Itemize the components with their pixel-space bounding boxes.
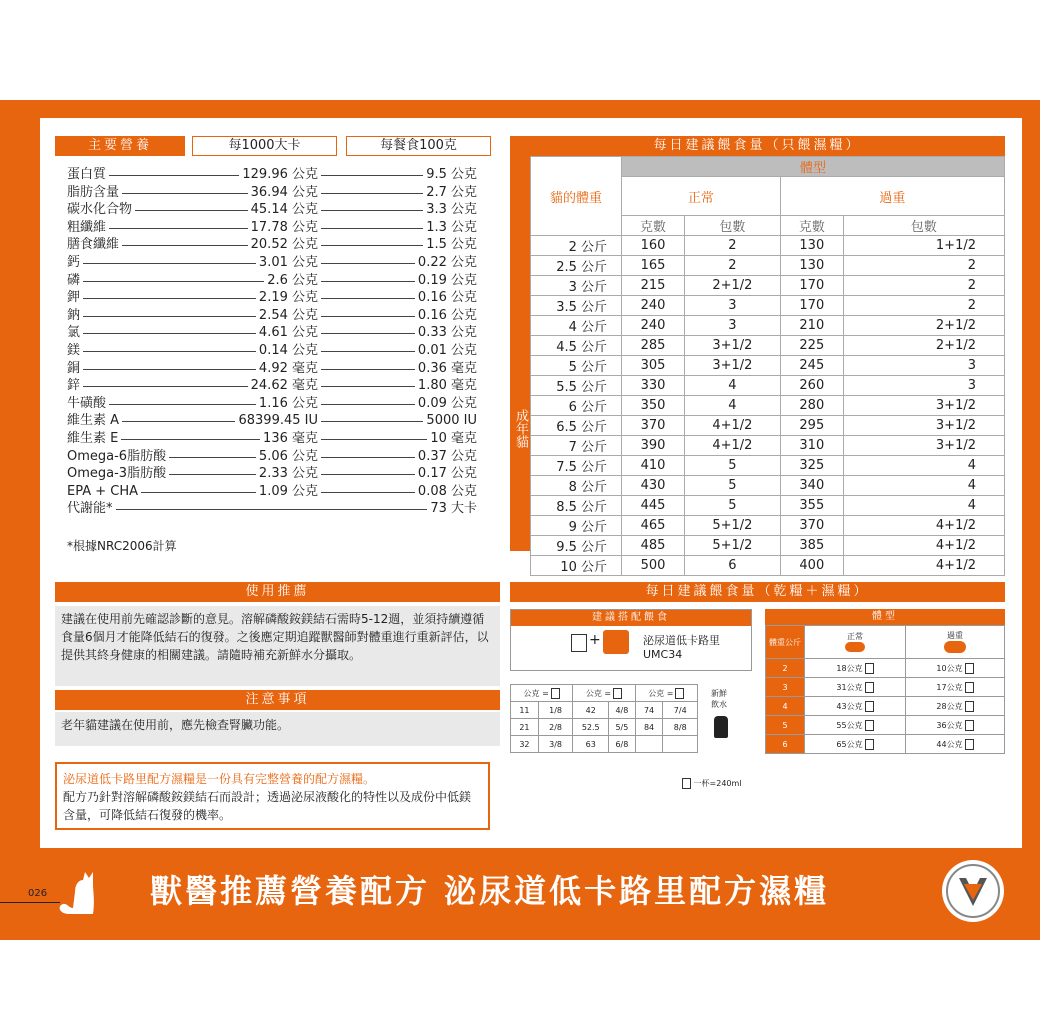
description-box <box>55 762 490 830</box>
cat-weight: 9.5 公斤 <box>531 536 622 556</box>
nutrient-value-per-100g: 0.22 公克 <box>415 254 477 271</box>
measure-cell: 4/8 <box>609 702 635 719</box>
feeding-row <box>531 256 1005 276</box>
nutrient-name: 氯 <box>67 324 83 341</box>
over-grams: 245 <box>780 356 843 376</box>
cat-weight: 4.5 公斤 <box>531 336 622 356</box>
normal-packs: 3 <box>685 316 781 336</box>
combo-code: UMC34 <box>643 648 683 661</box>
nutrient-value-per-100g: 1.80 毫克 <box>415 377 477 394</box>
over-packs: 2+1/2 <box>843 316 1004 336</box>
measure-header-2: 公克 = <box>573 685 635 702</box>
nutrient-value-per-100g: 0.16 公克 <box>415 289 477 306</box>
measure-cell: 7/4 <box>663 702 698 719</box>
feeding-row <box>531 476 1005 496</box>
nutrition-footnote: *根據NRC2006計算 <box>67 539 177 553</box>
weight-table <box>765 625 1005 754</box>
nutrient-name: 鉀 <box>67 289 83 306</box>
nutrient-value-per-1000kcal: 24.62 毫克 <box>248 377 321 394</box>
description-line1: 泌尿道低卡路里配方濕糧是一份具有完整營養的配方濕糧。 <box>63 772 376 786</box>
weight-kg: 5 <box>766 716 805 735</box>
nutrient-value-per-1000kcal: 1.16 公克 <box>256 395 321 412</box>
cat-weight: 8.5 公斤 <box>531 496 622 516</box>
over-grams: 325 <box>780 456 843 476</box>
nutrient-name: Omega-6脂肪酸 <box>67 448 169 465</box>
cat-weight: 6 公斤 <box>531 396 622 416</box>
nutrition-row <box>67 500 477 517</box>
over-header: 過重 <box>780 177 1004 216</box>
cat-weight: 6.5 公斤 <box>531 416 622 436</box>
nutrient-name: 粗纖維 <box>67 219 109 236</box>
nutrient-value-per-1000kcal: 129.96 公克 <box>239 166 321 183</box>
normal-grams: 165 <box>622 256 685 276</box>
cup-icon <box>613 688 622 699</box>
nutrient-name: 鎂 <box>67 342 83 359</box>
over-packs: 1+1/2 <box>843 236 1004 256</box>
over-packs: 3 <box>843 356 1004 376</box>
nutrient-name: 磷 <box>67 272 83 289</box>
measure-cell <box>635 736 663 753</box>
nutrition-row <box>67 395 477 412</box>
cat-silhouette-icon <box>55 870 101 916</box>
cat-weight: 7 公斤 <box>531 436 622 456</box>
nutrient-name: 維生素 E <box>67 430 121 447</box>
normal-packs: 5 <box>685 496 781 516</box>
over-packs: 3+1/2 <box>843 436 1004 456</box>
normal-packs: 2+1/2 <box>685 276 781 296</box>
cup-icon <box>865 701 874 712</box>
normal-packs: 5+1/2 <box>685 536 781 556</box>
nutrient-value-per-100g: 0.08 公克 <box>415 483 477 500</box>
measure-cell: 11 <box>511 702 539 719</box>
cat-normal-icon <box>845 642 865 652</box>
measure-cell: 3/8 <box>538 736 573 753</box>
normal-grams: 285 <box>622 336 685 356</box>
feeding-row <box>531 496 1005 516</box>
normal-amount: 43公克 <box>805 697 906 716</box>
weight-kg: 2 <box>766 659 805 678</box>
over-packs: 2 <box>843 256 1004 276</box>
notice-section <box>55 690 500 746</box>
feeding-row <box>531 356 1005 376</box>
measure-cell: 63 <box>573 736 609 753</box>
nutrition-col2-header: 每餐食100克 <box>346 136 491 156</box>
over-grams: 260 <box>780 376 843 396</box>
nutrition-col1-header: 每1000大卡 <box>192 136 337 156</box>
nutrient-value-per-1000kcal: 4.92 毫克 <box>256 360 321 377</box>
measure-cell: 42 <box>573 702 609 719</box>
nutrient-name: Omega-3脂肪酸 <box>67 465 169 482</box>
normal-packs: 2 <box>685 256 781 276</box>
nutrient-value-per-1000kcal: 0.14 公克 <box>256 342 321 359</box>
over-packs: 4 <box>843 496 1004 516</box>
feeding-row <box>531 436 1005 456</box>
cat-weight: 9 公斤 <box>531 516 622 536</box>
notice-text: 老年貓建議在使用前，應先檢查腎臟功能。 <box>55 712 500 746</box>
over-packs: 4 <box>843 476 1004 496</box>
page-number: 026 <box>28 888 48 899</box>
nutrient-value-per-100g: 0.09 公克 <box>415 395 477 412</box>
over-grams: 295 <box>780 416 843 436</box>
nutrient-value-per-100g: 0.37 公克 <box>415 448 477 465</box>
measure-cell: 6/8 <box>609 736 635 753</box>
nutrient-name: 維生素 A <box>67 412 122 429</box>
normal-grams: 465 <box>622 516 685 536</box>
over-packs: 4 <box>843 456 1004 476</box>
cup-icon <box>682 778 691 789</box>
nutrition-row <box>67 430 477 447</box>
nutrition-row <box>67 184 477 201</box>
over-grams: 210 <box>780 316 843 336</box>
usage-text: 建議在使用前先確認診斷的意見。溶解磷酸銨鎂結石需時5-12週，並須持續遵循食量6個月才能降低結石的復發。之後應定期追蹤獸醫師對體重進行重新評估，以提供其終身健康的相關建議。請隨時補充新鮮水分攝取。 <box>55 606 500 686</box>
measure-row <box>511 719 698 736</box>
over-packs: 3 <box>843 376 1004 396</box>
body-type-header: 體型 <box>622 157 1005 177</box>
nutrition-row <box>67 377 477 394</box>
nutrient-value-per-1000kcal: 45.14 公克 <box>248 201 321 218</box>
over-grams: 355 <box>780 496 843 516</box>
weight-row <box>766 697 1005 716</box>
normal-grams-header: 克數 <box>622 216 685 236</box>
cat-weight: 2 公斤 <box>531 236 622 256</box>
over-packs: 4+1/2 <box>843 556 1004 576</box>
weight-row <box>766 678 1005 697</box>
nutrient-value-per-100g: 5000 IU <box>423 412 477 429</box>
over-grams: 385 <box>780 536 843 556</box>
normal-packs: 4 <box>685 396 781 416</box>
cat-weight: 3.5 公斤 <box>531 296 622 316</box>
nutrient-value-per-100g: 1.5 公克 <box>423 236 477 253</box>
over-packs: 2 <box>843 276 1004 296</box>
nutrient-value-per-100g: 1.3 公克 <box>423 219 477 236</box>
cup-icon <box>675 688 684 699</box>
nutrition-row <box>67 412 477 429</box>
nutrient-value-per-100g: 0.36 毫克 <box>415 360 477 377</box>
nutrition-row <box>67 166 477 183</box>
water-label: 新鮮 飲水 <box>711 689 727 709</box>
normal-packs: 3 <box>685 296 781 316</box>
normal-grams: 160 <box>622 236 685 256</box>
weight-over-header: 過重 <box>906 626 1005 659</box>
over-grams: 130 <box>780 256 843 276</box>
nutrition-row <box>67 448 477 465</box>
weight-body-type: 體型 <box>765 609 1005 625</box>
nutrient-value-per-1000kcal: 36.94 公克 <box>248 184 321 201</box>
normal-grams: 370 <box>622 416 685 436</box>
weight-kg: 3 <box>766 678 805 697</box>
nutrient-value-per-1000kcal: 2.6 公克 <box>264 272 321 289</box>
leader-line <box>67 509 477 510</box>
cup-icon <box>865 720 874 731</box>
measure-cell: 74 <box>635 702 663 719</box>
adult-cat-side-label: 成年貓 <box>510 156 530 551</box>
over-amount: 28公克 <box>906 697 1005 716</box>
cup-icon <box>965 701 974 712</box>
usage-section <box>55 582 500 686</box>
normal-packs: 6 <box>685 556 781 576</box>
over-amount: 17公克 <box>906 678 1005 697</box>
normal-packs: 3+1/2 <box>685 336 781 356</box>
nutrient-name: 銅 <box>67 360 83 377</box>
normal-header: 正常 <box>622 177 781 216</box>
cup-icon <box>965 720 974 731</box>
normal-grams: 240 <box>622 296 685 316</box>
feeding-row <box>531 516 1005 536</box>
nutrient-value-per-1000kcal: 5.06 公克 <box>256 448 321 465</box>
nutrient-value-per-1000kcal: 4.61 公克 <box>256 324 321 341</box>
feeding-title: 每日建議餵食量（只餵濕糧） <box>510 136 1005 156</box>
nutrient-name: 鈉 <box>67 307 83 324</box>
normal-grams: 410 <box>622 456 685 476</box>
cat-weight: 2.5 公斤 <box>531 256 622 276</box>
cup-icon <box>865 682 874 693</box>
over-packs: 2 <box>843 296 1004 316</box>
measure-table <box>510 684 698 753</box>
nutrition-row <box>67 360 477 377</box>
normal-grams: 430 <box>622 476 685 496</box>
mixed-title: 每日建議餵食量（乾糧＋濕糧） <box>510 582 1005 602</box>
normal-packs: 4 <box>685 376 781 396</box>
nutrient-name: 鈣 <box>67 254 83 271</box>
nutrient-value-per-1000kcal: 3.01 公克 <box>256 254 321 271</box>
nutrient-name: 牛磺酸 <box>67 395 109 412</box>
dry-bag-icon <box>571 634 587 652</box>
nutrition-title: 主要營養 <box>55 136 185 156</box>
combo-title: 建議搭配餵食 <box>511 610 751 626</box>
nutrient-value-per-1000kcal: 2.19 公克 <box>256 289 321 306</box>
nutrient-value-per-100g: 0.01 公克 <box>415 342 477 359</box>
weight-row <box>766 716 1005 735</box>
nutrient-value-per-100g: 3.3 公克 <box>423 201 477 218</box>
nutrient-name: 碳水化合物 <box>67 201 135 218</box>
nutrient-value-per-100g: 2.7 公克 <box>423 184 477 201</box>
nutrient-value-per-100g: 10 毫克 <box>427 430 477 447</box>
normal-packs-header: 包數 <box>685 216 781 236</box>
cat-over-icon <box>944 641 966 653</box>
nutrient-name: 代謝能* <box>67 500 116 517</box>
nutrition-row <box>67 201 477 218</box>
over-grams: 170 <box>780 276 843 296</box>
measure-cell: 21 <box>511 719 539 736</box>
nutrient-name: 蛋白質 <box>67 166 109 183</box>
normal-amount: 18公克 <box>805 659 906 678</box>
nutrient-name: EPA + CHA <box>67 483 141 500</box>
normal-amount: 65公克 <box>805 735 906 754</box>
water-bottle-icon <box>714 716 728 738</box>
normal-packs: 5 <box>685 476 781 496</box>
measure-header-3: 公克 = <box>635 685 697 702</box>
cat-weight: 5 公斤 <box>531 356 622 376</box>
over-grams-header: 克數 <box>780 216 843 236</box>
plus-icon: + <box>589 632 601 648</box>
nutrition-row <box>67 483 477 500</box>
nutrient-value-per-1000kcal: 2.33 公克 <box>256 465 321 482</box>
normal-grams: 350 <box>622 396 685 416</box>
normal-grams: 215 <box>622 276 685 296</box>
over-grams: 370 <box>780 516 843 536</box>
measure-area <box>510 684 750 788</box>
weight-header: 貓的體重 <box>531 157 622 236</box>
over-amount: 44公克 <box>906 735 1005 754</box>
measure-cell: 8/8 <box>663 719 698 736</box>
usage-title: 使用推薦 <box>55 582 500 602</box>
over-grams: 130 <box>780 236 843 256</box>
feeding-row <box>531 396 1005 416</box>
over-packs-header: 包數 <box>843 216 1004 236</box>
measure-cell: 2/8 <box>538 719 573 736</box>
cup-icon <box>551 688 560 699</box>
nutrient-value-per-1000kcal: 17.78 公克 <box>248 219 321 236</box>
cup-icon <box>965 739 974 750</box>
description-line2: 配方乃針對溶解磷酸銨鎂結石而設計；透過泌尿液酸化的特性以及成份中低鎂含量，可降低結石復發的機率。 <box>63 790 472 822</box>
over-grams: 340 <box>780 476 843 496</box>
weight-table-area <box>765 609 1005 754</box>
footer-title: 獸醫推薦營養配方 泌尿道低卡路里配方濕糧 <box>150 872 830 910</box>
cup-icon <box>865 739 874 750</box>
normal-grams: 240 <box>622 316 685 336</box>
normal-amount: 55公克 <box>805 716 906 735</box>
nutrient-value-per-1000kcal: 68399.45 IU <box>235 412 321 429</box>
page-number-line <box>0 902 60 903</box>
nutrient-name: 鋅 <box>67 377 83 394</box>
nutrition-row <box>67 236 477 253</box>
nutrient-value-per-100g: 0.17 公克 <box>415 465 477 482</box>
cup-note: 一杯=240ml <box>680 778 742 789</box>
cat-weight: 5.5 公斤 <box>531 376 622 396</box>
nutrient-value-per-100g: 0.16 公克 <box>415 307 477 324</box>
over-grams: 310 <box>780 436 843 456</box>
nutrient-value-per-100g: 9.5 公克 <box>423 166 477 183</box>
measure-row <box>511 736 698 753</box>
measure-cell: 5/5 <box>609 719 635 736</box>
feeding-row <box>531 416 1005 436</box>
cat-weight: 7.5 公斤 <box>531 456 622 476</box>
over-packs: 3+1/2 <box>843 396 1004 416</box>
normal-packs: 3+1/2 <box>685 356 781 376</box>
measure-cell <box>663 736 698 753</box>
feeding-section <box>510 136 1005 575</box>
nutrient-value-per-1000kcal: 2.54 公克 <box>256 307 321 324</box>
normal-grams: 445 <box>622 496 685 516</box>
over-amount: 36公克 <box>906 716 1005 735</box>
feeding-row <box>531 336 1005 356</box>
cat-weight: 10 公斤 <box>531 556 622 576</box>
normal-grams: 485 <box>622 536 685 556</box>
feeding-row <box>531 556 1005 576</box>
nutrition-row <box>67 272 477 289</box>
feeding-row <box>531 536 1005 556</box>
cat-weight: 8 公斤 <box>531 476 622 496</box>
nutrient-value-per-1000kcal: 136 毫克 <box>260 430 321 447</box>
cup-icon <box>965 682 974 693</box>
normal-grams: 305 <box>622 356 685 376</box>
nutrition-row <box>67 342 477 359</box>
nutrition-row <box>67 289 477 306</box>
normal-packs: 4+1/2 <box>685 416 781 436</box>
normal-packs: 2 <box>685 236 781 256</box>
normal-packs: 5+1/2 <box>685 516 781 536</box>
measure-cell: 84 <box>635 719 663 736</box>
nutrition-row <box>67 254 477 271</box>
normal-packs: 5 <box>685 456 781 476</box>
normal-amount: 31公克 <box>805 678 906 697</box>
normal-grams: 330 <box>622 376 685 396</box>
brand-logo <box>942 860 1004 922</box>
nutrition-row <box>67 307 477 324</box>
cat-weight: 4 公斤 <box>531 316 622 336</box>
nutrition-row <box>67 465 477 482</box>
feeding-row <box>531 296 1005 316</box>
over-packs: 4+1/2 <box>843 516 1004 536</box>
weight-row <box>766 659 1005 678</box>
over-packs: 3+1/2 <box>843 416 1004 436</box>
over-grams: 225 <box>780 336 843 356</box>
nutrition-row <box>67 324 477 341</box>
measure-row <box>511 702 698 719</box>
notice-title: 注意事項 <box>55 690 500 710</box>
nutrient-value-per-100g: 73 大卡 <box>427 500 477 517</box>
measure-header-1: 公克 = <box>511 685 573 702</box>
feeding-row <box>531 376 1005 396</box>
over-grams: 170 <box>780 296 843 316</box>
measure-cell: 1/8 <box>538 702 573 719</box>
wet-pouch-icon <box>603 630 629 654</box>
weight-normal-header: 正常 <box>805 626 906 659</box>
cup-icon <box>965 663 974 674</box>
cat-weight: 3 公斤 <box>531 276 622 296</box>
over-packs: 2+1/2 <box>843 336 1004 356</box>
normal-packs: 4+1/2 <box>685 436 781 456</box>
feeding-row <box>531 236 1005 256</box>
weight-kg: 6 <box>766 735 805 754</box>
nutrient-value-per-100g: 0.19 公克 <box>415 272 477 289</box>
measure-cell: 52.5 <box>573 719 609 736</box>
feeding-row <box>531 456 1005 476</box>
feeding-row <box>531 316 1005 336</box>
over-packs: 4+1/2 <box>843 536 1004 556</box>
nutrient-value-per-1000kcal: 20.52 公克 <box>248 236 321 253</box>
nutrition-row <box>67 219 477 236</box>
over-grams: 280 <box>780 396 843 416</box>
cup-icon <box>865 663 874 674</box>
mixed-feeding-section <box>510 582 1005 802</box>
feeding-row <box>531 276 1005 296</box>
weight-kg: 4 <box>766 697 805 716</box>
feeding-table <box>530 156 1005 576</box>
combo-product: 泌尿道低卡路里 <box>643 634 720 647</box>
normal-grams: 500 <box>622 556 685 576</box>
weight-row <box>766 735 1005 754</box>
over-amount: 10公克 <box>906 659 1005 678</box>
measure-cell: 32 <box>511 736 539 753</box>
normal-grams: 390 <box>622 436 685 456</box>
over-grams: 400 <box>780 556 843 576</box>
nutrient-name: 脂肪含量 <box>67 184 122 201</box>
combo-box <box>510 609 752 671</box>
nutrient-name: 膳食纖維 <box>67 236 122 253</box>
weight-kg-header: 體重公斤 <box>766 626 805 659</box>
nutrient-value-per-100g: 0.33 公克 <box>415 324 477 341</box>
nutrient-value-per-1000kcal: 1.09 公克 <box>256 483 321 500</box>
